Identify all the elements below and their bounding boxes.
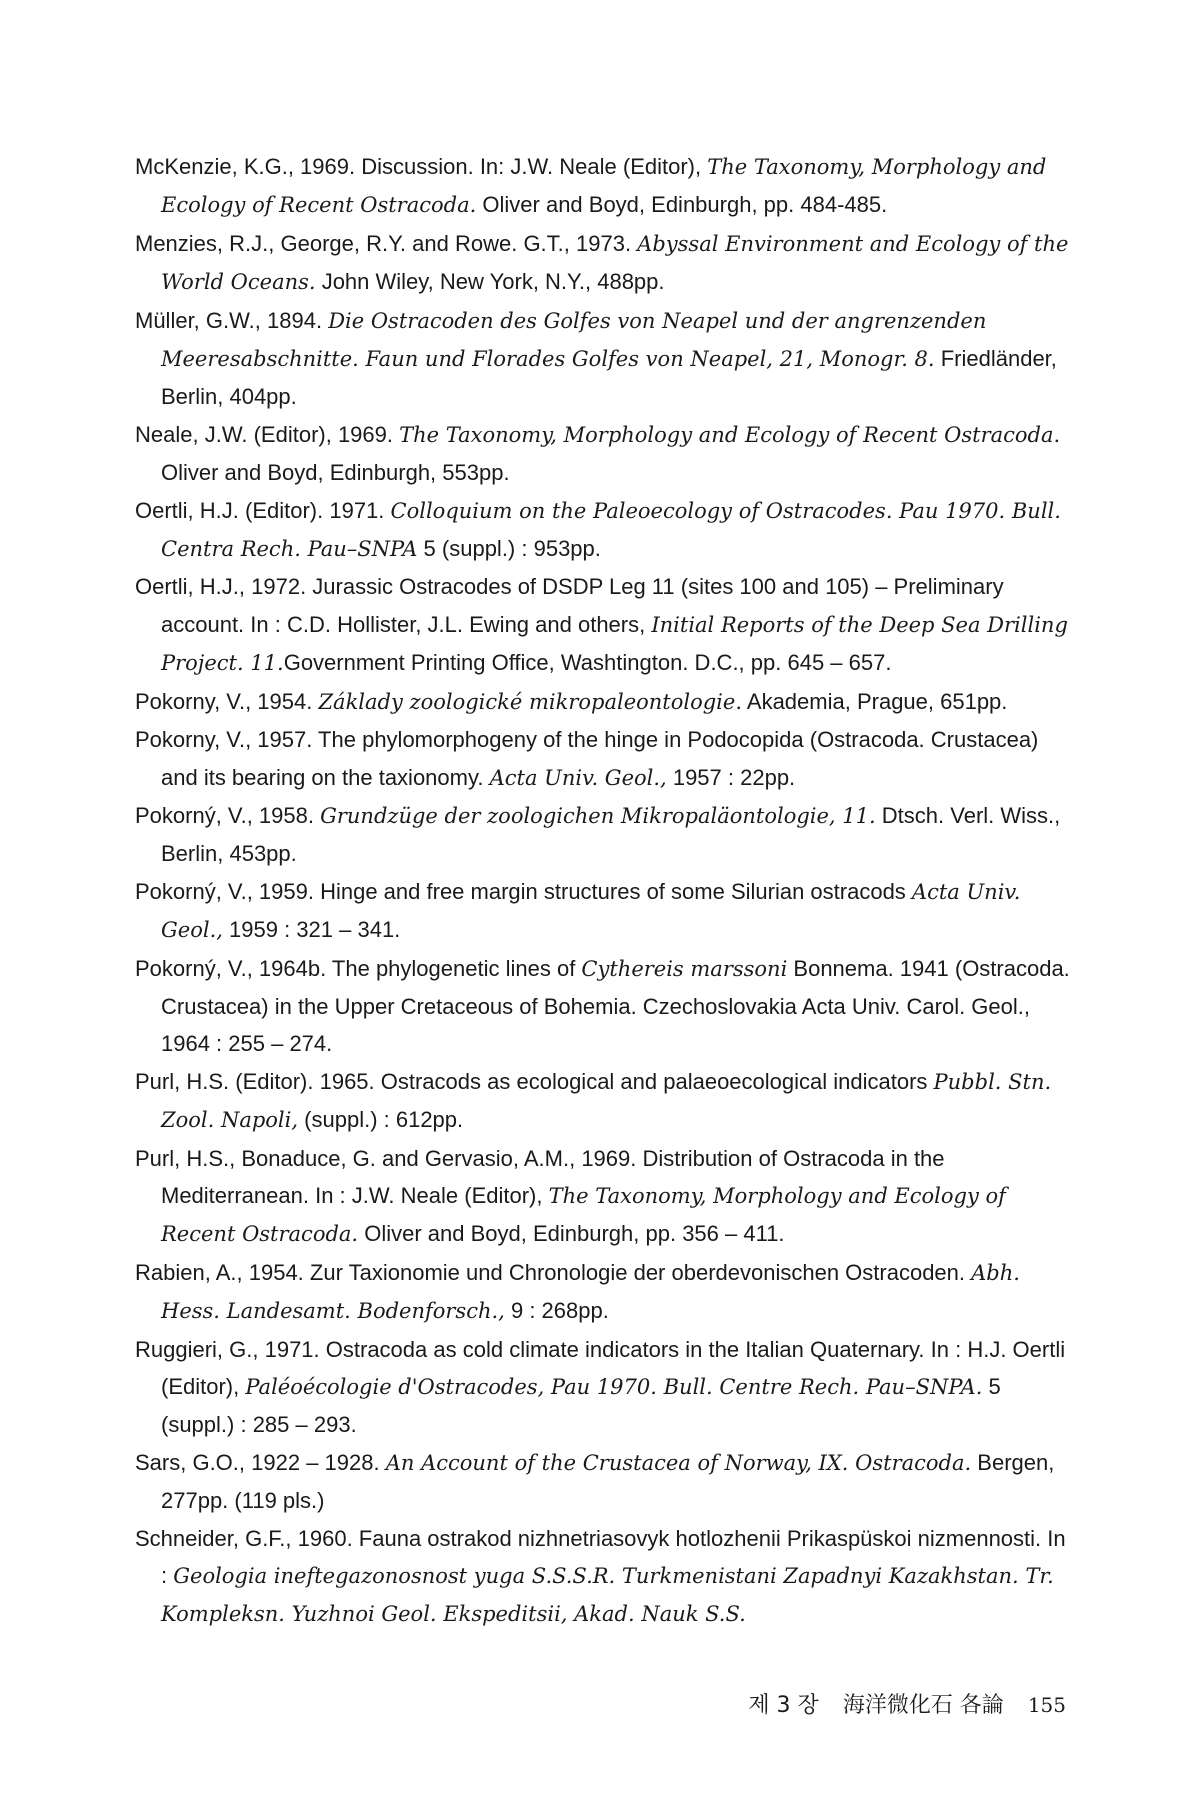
reference-title: Základy zoologické mikropaleontologie.: [318, 689, 742, 714]
reference-title: The Taxonomy, Morphology and Ecology of Recent Ostracoda.: [161, 1183, 1006, 1247]
reference-entry: [135, 873, 1075, 950]
reference-title: Abyssal Environment and Ecology of the World Oceans.: [161, 231, 1069, 295]
reference-publisher: Friedländer, Berlin, 404pp.: [161, 346, 1057, 410]
reference-author: Schneider, G.F., 1960. Fauna ostrakod nizhnetriasovyk hotlozhenii Prikaspüskoi nizmennosti. In :: [135, 1525, 1066, 1589]
reference-title: Abh. Hess. Landesamt. Bodenforsch.,: [161, 1260, 1020, 1324]
reference-publisher: Bonnema. 1941 (Ostracoda. Crustacea) in the Upper Cretaceous of Bohemia. Czechoslovakia Acta Univ. Carol. Geol., 1964 : 255 – 274.: [161, 955, 1070, 1057]
reference-title: Acta Univ. Geol.,: [489, 765, 667, 790]
reference-title: The Taxonomy, Morphology and Ecology of Recent Ostracoda.: [161, 155, 1047, 218]
reference-title: Paléoécologie d'Ostracodes, Pau 1970. Bull. Centre Rech. Pau–SNPA.: [245, 1375, 983, 1399]
reference-author: Pokorný, V., 1964b. The phylogenetic lines of: [135, 955, 582, 981]
page-footer: [748, 1688, 1066, 1719]
reference-entry: [135, 492, 1075, 569]
reference-title: Cythereis marssoni: [581, 956, 788, 981]
reference-author: Pokorný, V., 1958.: [135, 802, 321, 828]
reference-publisher: (suppl.) : 612pp.: [298, 1107, 464, 1133]
reference-title: The Taxonomy, Morphology and Ecology of Recent Ostracoda.: [399, 422, 1061, 447]
reference-author: Purl, H.S., Bonaduce, G. and Gervasio, A.M., 1969. Distribution of Ostracoda in the Mediterranean. In : J.W. Neale (Editor),: [135, 1145, 945, 1208]
reference-entry: [135, 1331, 1075, 1444]
reference-author: Sars, G.O., 1922 – 1928.: [135, 1449, 386, 1475]
reference-title: Initial Reports of the Deep Sea Drilling Project. 11.: [161, 612, 1068, 676]
reference-author: McKenzie, K.G., 1969. Discussion. In: J.W. Neale (Editor),: [135, 154, 708, 179]
reference-author: Pokorny, V., 1957. The phylomorphogeny of the hinge in Podocopida (Ostracoda. Crustacea) and its bearing on the taxionomy.: [135, 727, 1039, 790]
reference-author: Ruggieri, G., 1971. Ostracoda as cold climate indicators in the Italian Quaternary. In : H.J. Oertli (Editor),: [135, 1336, 1066, 1399]
reference-author: Oertli, H.J. (Editor). 1971.: [135, 497, 391, 523]
reference-entry: [135, 302, 1075, 416]
reference-entry: [135, 721, 1075, 797]
reference-author: Rabien, A., 1954. Zur Taxionomie und Chronologie der oberdevonischen Ostracoden.: [135, 1259, 972, 1285]
reference-entry: [135, 568, 1075, 682]
reference-author: Oertli, H.J., 1972. Jurassic Ostracodes of DSDP Leg 11 (sites 100 and 105) – Preliminary account. In : C.D. Hollister, J.L. Ewing and others,: [135, 574, 1004, 637]
reference-entry: [135, 225, 1075, 302]
reference-publisher: Government Printing Office, Washtington. D.C., pp. 645 – 657.: [283, 650, 892, 676]
reference-publisher: 5 (suppl.) : 953pp.: [417, 536, 601, 562]
reference-author: Pokorny, V., 1954.: [135, 688, 319, 714]
reference-publisher: Oliver and Boyd, Edinburgh, 553pp.: [161, 460, 510, 486]
reference-publisher: 9 : 268pp.: [504, 1298, 609, 1324]
reference-publisher: John Wiley, New York, N.Y., 488pp.: [315, 269, 665, 295]
reference-entry: [135, 1444, 1075, 1520]
reference-publisher: Bergen, 277pp. (119 pls.): [161, 1449, 1055, 1514]
reference-title: An Account of the Crustacea of Norway, IX. Ostracoda.: [385, 1450, 972, 1475]
reference-author: Müller, G.W., 1894.: [135, 307, 329, 333]
reference-title: Grundzüge der zoologichen Mikropaläontologie, 11.: [320, 803, 876, 828]
reference-publisher: Dtsch. Verl. Wiss., Berlin, 453pp.: [161, 802, 1061, 867]
reference-title: Pubbl. Stn. Zool. Napoli,: [161, 1069, 1052, 1133]
reference-entry: [135, 1520, 1075, 1634]
reference-entry: [135, 1063, 1075, 1140]
reference-author: Pokorný, V., 1959. Hinge and free margin structures of some Silurian ostracods: [135, 878, 912, 904]
reference-entry: [135, 683, 1075, 721]
reference-entry: [135, 797, 1075, 873]
reference-entry: [135, 950, 1075, 1063]
reference-publisher: 5 (suppl.) : 285 – 293.: [161, 1374, 1001, 1438]
reference-publisher: Akademia, Prague, 651pp.: [742, 688, 1008, 714]
reference-author: Purl, H.S. (Editor). 1965. Ostracods as ecological and palaeoecological indicators: [135, 1068, 934, 1094]
reference-publisher: Oliver and Boyd, Edinburgh, pp. 484-485.: [476, 192, 888, 218]
reference-list: [135, 148, 1075, 1634]
reference-title: Acta Univ. Geol.,: [161, 879, 1021, 943]
reference-entry: [135, 148, 1075, 225]
reference-publisher: 1959 : 321 – 341.: [222, 917, 401, 943]
reference-entry: [135, 1140, 1075, 1254]
section-title: 海洋微化石 各論: [842, 1693, 1004, 1718]
reference-entry: [135, 1254, 1075, 1331]
page-number: 155: [1027, 1693, 1066, 1717]
reference-author: Neale, J.W. (Editor), 1969.: [135, 421, 400, 447]
reference-publisher: 1957 : 22pp.: [666, 764, 796, 790]
reference-title: Colloquium on the Paleoecology of Ostracodes. Pau 1970. Bull. Centra Rech. Pau–SNPA: [161, 498, 1061, 562]
reference-author: Menzies, R.J., George, R.Y. and Rowe. G.T., 1973.: [135, 230, 638, 256]
reference-title: Die Ostracoden des Golfes von Neapel und der angrenzenden Meeresabschnitte. Faun und Florades Golfes von Neapel, 21, Monogr. 8.: [161, 308, 987, 372]
reference-entry: [135, 416, 1075, 492]
chapter-label: 제 3 장: [748, 1693, 819, 1718]
reference-publisher: Oliver and Boyd, Edinburgh, pp. 356 – 411.: [358, 1221, 785, 1247]
reference-title: Geologia ineftegazonosnost yuga S.S.S.R. Turkmenistani Zapadnyi Kazakhstan. Tr. Kompleksn. Yuzhnoi Geol. Ekspeditsii, Akad. Nauk S.S.: [161, 1564, 1054, 1627]
